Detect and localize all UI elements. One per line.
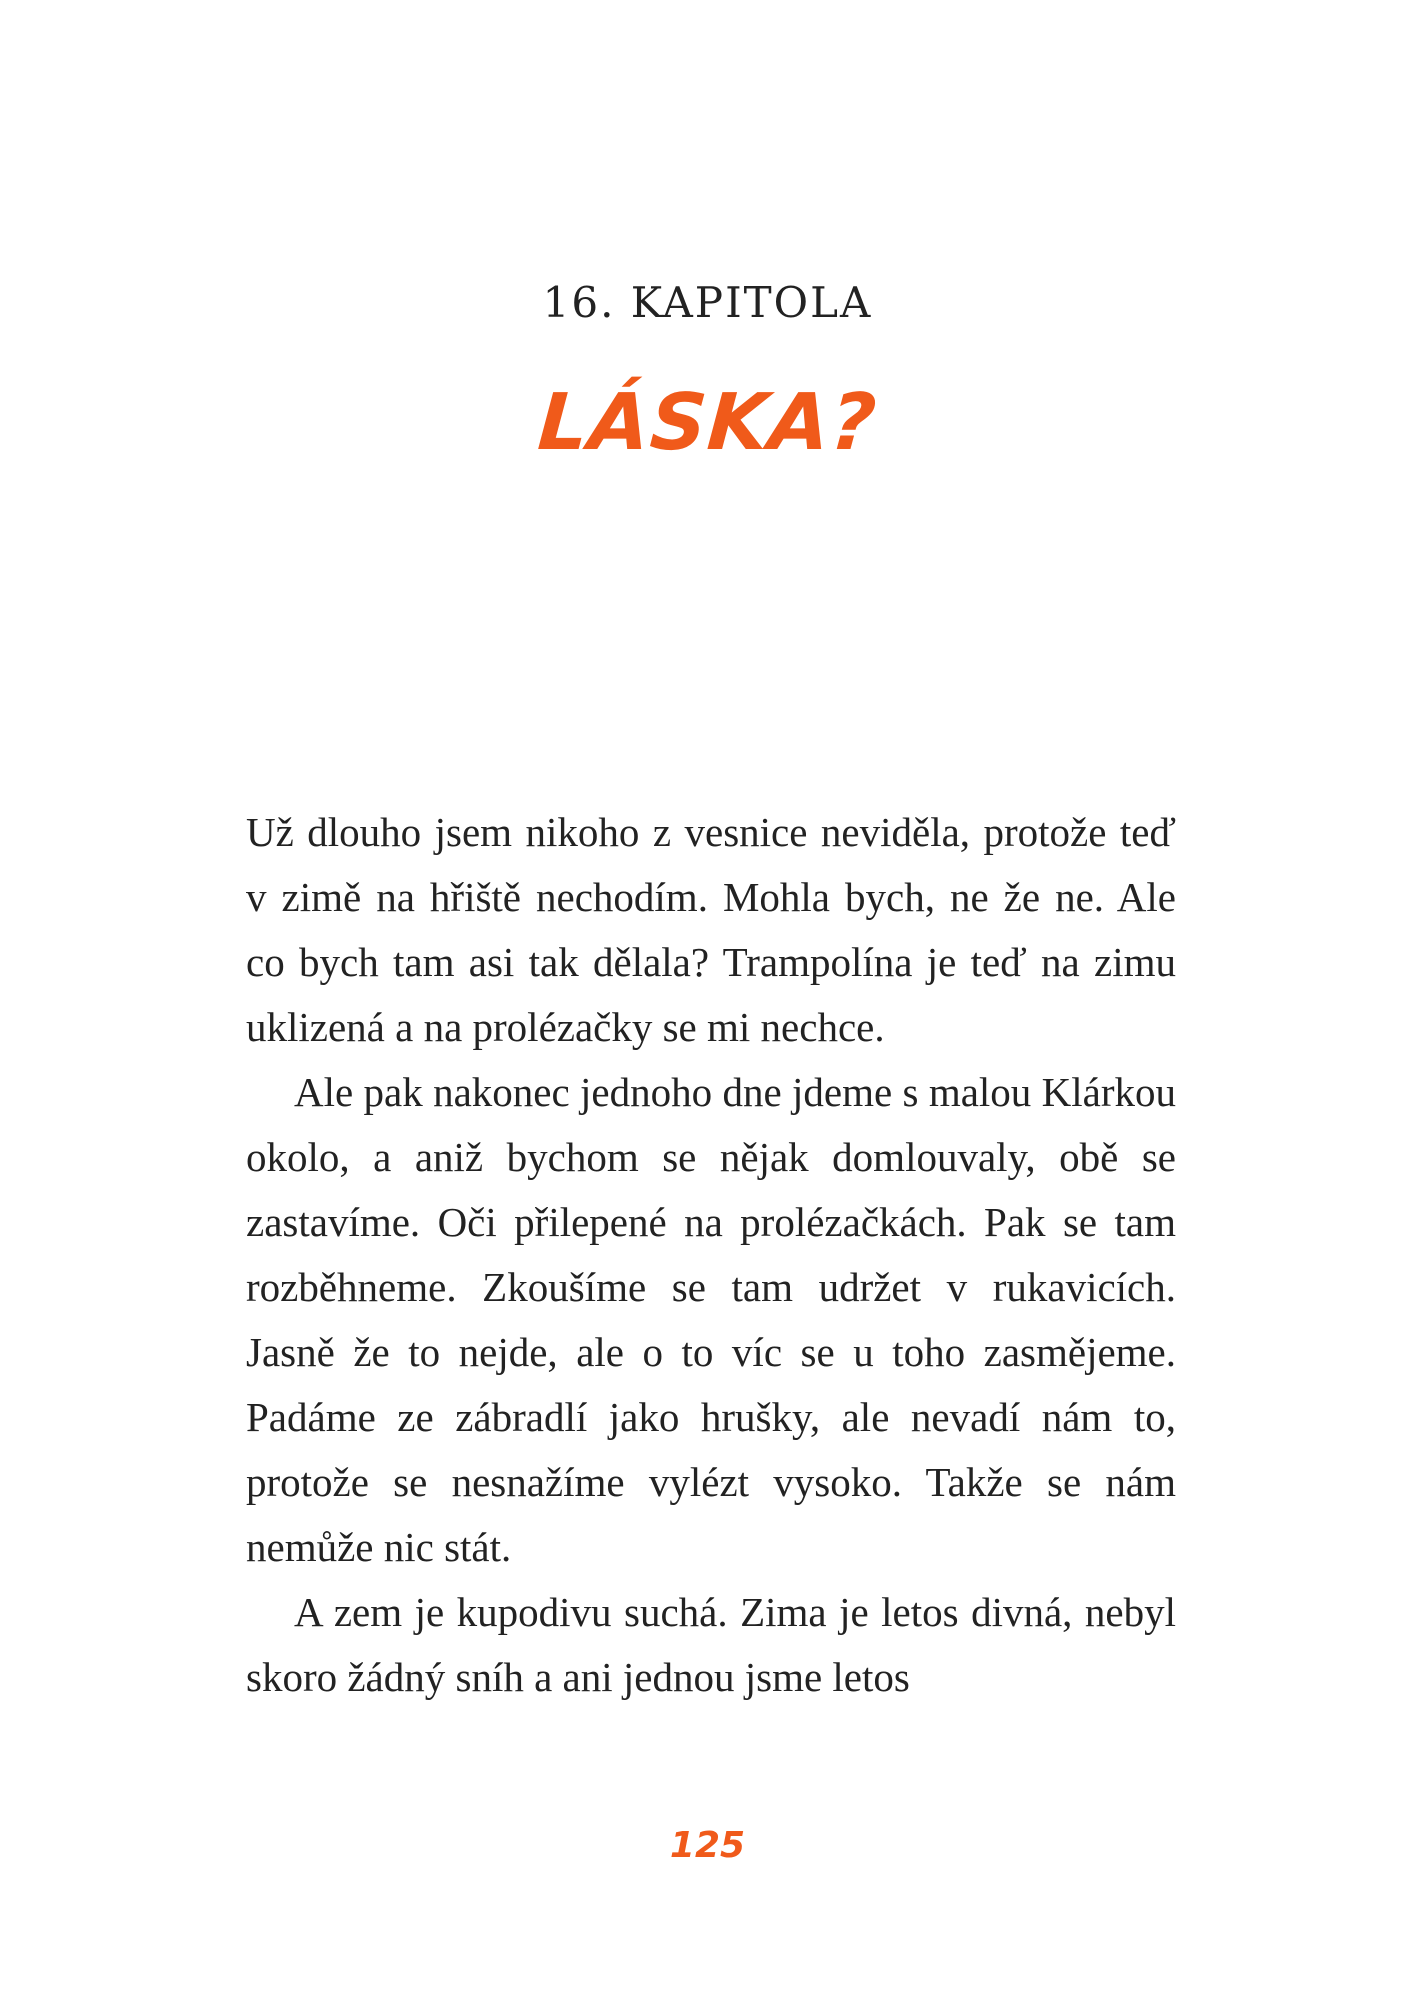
paragraph: A zem je kupodivu suchá. Zima je letos divná, nebyl skoro žádný sníh a ani jednou jsme letos (246, 1589, 1176, 1700)
chapter-title: LÁSKA? (535, 378, 880, 468)
page-number: 125 (669, 1825, 746, 1866)
chapter-number: 16. KAPITOLA (542, 278, 873, 327)
body-text (246, 800, 1176, 1710)
paragraph: Už dlouho jsem nikoho z vesnice neviděla, protože teď v zimě na hřiště nechodím. Mohla bych, ne že ne. Ale co bych tam asi tak dělala? Trampolína je teď na zimu uklizená a na prolézačky se mi nechce. (246, 809, 1176, 1050)
paragraph: Ale pak nakonec jednoho dne jdeme s malou Klárkou okolo, a aniž bychom se nějak domlouvaly, obě se zastavíme. Oči přilepené na prolézačkách. Pak se tam rozběhneme. Zkoušíme se tam udržet v rukavicích. Jasně že to nejde, ale o to víc se u toho zasmějeme. Padáme ze zábradlí jako hrušky, ale nevadí nám to, protože se nesnažíme vylézt vysoko. Takže se nám nemůže nic stát. (246, 1069, 1176, 1570)
